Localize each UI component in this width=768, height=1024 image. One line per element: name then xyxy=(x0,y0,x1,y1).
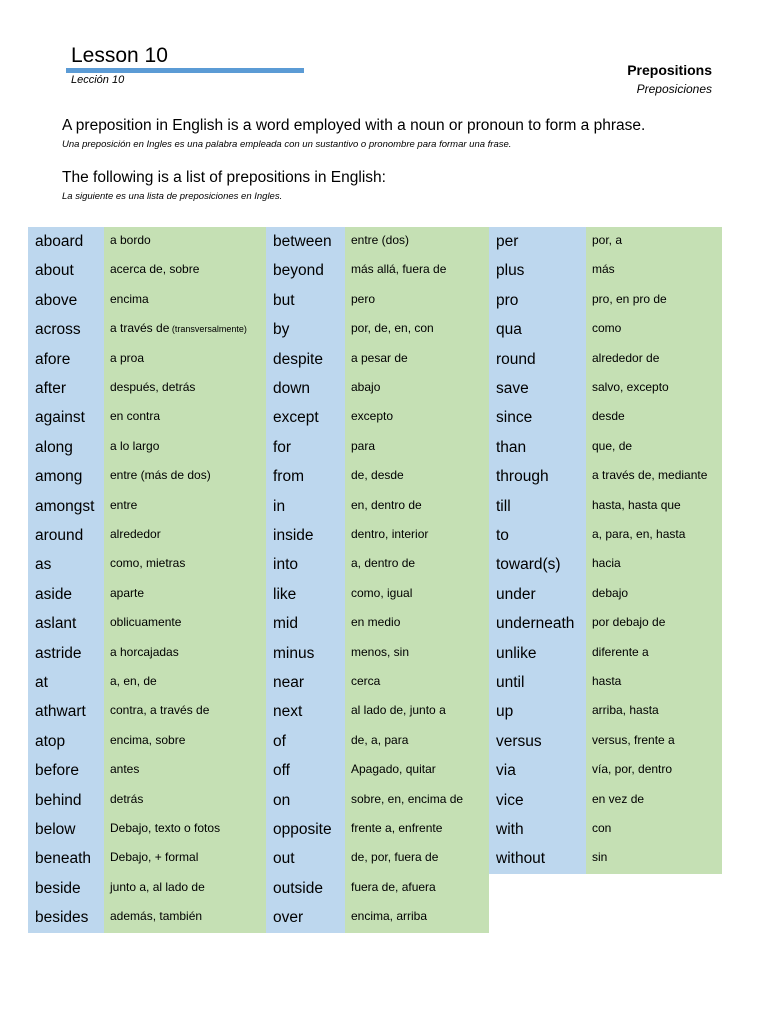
translation-text: como xyxy=(592,321,622,336)
translation-text: entre (más de dos) xyxy=(110,468,211,483)
preposition-english: except xyxy=(266,403,345,432)
translation-text: encima xyxy=(110,291,149,306)
preposition-english: versus xyxy=(489,727,586,756)
translation-text: abajo xyxy=(351,380,381,394)
preposition-english: despite xyxy=(266,345,345,374)
preposition-english: pro xyxy=(489,286,586,315)
translation-text: Debajo, + formal xyxy=(110,850,199,865)
preposition-english: against xyxy=(28,403,104,432)
preposition-spanish xyxy=(104,903,266,932)
preposition-english: before xyxy=(28,756,104,785)
preposition-english: from xyxy=(266,462,345,491)
translation-text: desde xyxy=(592,409,625,424)
preposition-english: aslant xyxy=(28,609,104,638)
preposition-spanish xyxy=(345,815,489,844)
translation-text: en vez de xyxy=(592,791,645,806)
preposition-spanish xyxy=(586,403,722,432)
translation-text: a, dentro de xyxy=(351,556,416,571)
preposition-spanish xyxy=(104,403,266,432)
preposition-spanish xyxy=(345,580,489,609)
translation-text: como, igual xyxy=(351,585,413,600)
translation-text: a lo largo xyxy=(110,438,160,453)
preposition-spanish xyxy=(586,492,722,521)
translation-text: para xyxy=(351,438,376,453)
preposition-spanish xyxy=(586,315,722,344)
translation-text: por, de, en, con xyxy=(351,321,434,336)
preposition-english: out xyxy=(266,844,345,873)
preposition-spanish xyxy=(104,639,266,668)
preposition-spanish xyxy=(586,521,722,550)
preposition-english: after xyxy=(28,374,104,403)
translation-text: debajo xyxy=(592,585,629,600)
translation-text: arriba, hasta xyxy=(592,703,659,718)
preposition-english: without xyxy=(489,844,586,873)
topic-subtitle: Preposiciones xyxy=(636,82,712,96)
preposition-english: save xyxy=(489,374,586,403)
preposition-english: beneath xyxy=(28,844,104,873)
translation-text: pro, en pro de xyxy=(592,291,667,306)
preposition-english: like xyxy=(266,580,345,609)
preposition-spanish xyxy=(345,874,489,903)
preposition-english: aboard xyxy=(28,227,104,256)
translation-text: junto a, al lado de xyxy=(110,879,205,894)
translation-text: vía, por, dentro xyxy=(592,762,673,777)
preposition-spanish xyxy=(345,521,489,550)
translation-text: en, dentro de xyxy=(351,497,422,512)
translation-text: a, en, de xyxy=(110,674,157,688)
translation-text: después, detrás xyxy=(110,380,196,394)
preposition-spanish xyxy=(345,345,489,374)
translation-text: entre (dos) xyxy=(351,233,410,247)
preposition-spanish xyxy=(104,227,266,256)
preposition-english: of xyxy=(266,727,345,756)
translation-text: además, también xyxy=(110,909,203,924)
preposition-english: next xyxy=(266,697,345,726)
preposition-spanish xyxy=(104,580,266,609)
preposition-spanish xyxy=(586,256,722,285)
preposition-english: off xyxy=(266,756,345,785)
preposition-english: toward(s) xyxy=(489,550,586,579)
translation-text: en medio xyxy=(351,615,401,630)
preposition-spanish xyxy=(586,433,722,462)
preposition-spanish xyxy=(345,639,489,668)
preposition-spanish xyxy=(586,345,722,374)
translation-text: frente a, enfrente xyxy=(351,821,443,835)
preposition-spanish xyxy=(345,433,489,462)
translation-text: diferente a xyxy=(592,644,649,659)
preposition-spanish xyxy=(345,903,489,932)
preposition-spanish xyxy=(586,462,722,491)
preposition-english: since xyxy=(489,403,586,432)
translation-text: que, de xyxy=(592,438,633,453)
preposition-english: to xyxy=(489,521,586,550)
preposition-english: inside xyxy=(266,521,345,550)
preposition-spanish xyxy=(345,609,489,638)
translation-text: al lado de, junto a xyxy=(351,703,446,718)
preposition-english: plus xyxy=(489,256,586,285)
preposition-english: vice xyxy=(489,786,586,815)
preposition-english: qua xyxy=(489,315,586,344)
preposition-spanish xyxy=(586,668,722,697)
translation-text: fuera de, afuera xyxy=(351,879,436,894)
preposition-spanish xyxy=(104,462,266,491)
preposition-english: but xyxy=(266,286,345,315)
lesson-title: Lesson 10 xyxy=(71,44,168,67)
translation-text: versus, frente a xyxy=(592,732,675,747)
preposition-english: outside xyxy=(266,874,345,903)
preposition-english: athwart xyxy=(28,697,104,726)
translation-text: de, desde xyxy=(351,468,404,483)
preposition-spanish xyxy=(345,550,489,579)
preposition-spanish xyxy=(104,756,266,785)
preposition-spanish xyxy=(586,727,722,756)
preposition-spanish xyxy=(345,786,489,815)
preposition-spanish xyxy=(586,639,722,668)
preposition-english: as xyxy=(28,550,104,579)
preposition-english: per xyxy=(489,227,586,256)
translation-text: contra, a través de xyxy=(110,703,210,718)
list-intro-text: The following is a list of prepositions in English: xyxy=(62,169,386,186)
preposition-english: on xyxy=(266,786,345,815)
preposition-english: underneath xyxy=(489,609,586,638)
preposition-spanish xyxy=(586,227,722,256)
preposition-english: above xyxy=(28,286,104,315)
preposition-english: till xyxy=(489,492,586,521)
preposition-spanish xyxy=(345,315,489,344)
preposition-spanish xyxy=(586,786,722,815)
preposition-spanish xyxy=(345,256,489,285)
preposition-english: beside xyxy=(28,874,104,903)
preposition-english: afore xyxy=(28,345,104,374)
preposition-spanish xyxy=(104,433,266,462)
translation-text: excepto xyxy=(351,409,394,424)
preposition-english: via xyxy=(489,756,586,785)
preposition-english: unlike xyxy=(489,639,586,668)
translation-text: de, por, fuera de xyxy=(351,850,439,865)
preposition-english: through xyxy=(489,462,586,491)
preposition-english: over xyxy=(266,903,345,932)
topic-title: Prepositions xyxy=(627,62,712,78)
preposition-spanish xyxy=(104,727,266,756)
lesson-subtitle: Lección 10 xyxy=(71,74,125,86)
preposition-spanish xyxy=(586,580,722,609)
preposition-english: below xyxy=(28,815,104,844)
preposition-spanish xyxy=(586,697,722,726)
translation-text: sin xyxy=(592,850,608,865)
translation-text: a horcajadas xyxy=(110,644,179,659)
preposition-spanish xyxy=(104,815,266,844)
translation-text: a proa xyxy=(110,350,145,365)
preposition-english: around xyxy=(28,521,104,550)
preposition-spanish xyxy=(104,786,266,815)
preposition-spanish xyxy=(104,374,266,403)
preposition-english: under xyxy=(489,580,586,609)
preposition-english: round xyxy=(489,345,586,374)
translation-text: alrededor xyxy=(110,527,161,541)
preposition-spanish xyxy=(345,403,489,432)
translation-text: detrás xyxy=(110,791,144,806)
preposition-english: by xyxy=(266,315,345,344)
preposition-spanish xyxy=(345,227,489,256)
translation-text: menos, sin xyxy=(351,644,410,659)
preposition-english: across xyxy=(28,315,104,344)
preposition-english: besides xyxy=(28,903,104,932)
translation-text: antes xyxy=(110,762,140,777)
preposition-english: minus xyxy=(266,639,345,668)
preposition-english: among xyxy=(28,462,104,491)
translation-text: con xyxy=(592,821,612,835)
preposition-spanish xyxy=(104,609,266,638)
preposition-spanish xyxy=(104,874,266,903)
translation-text: entre xyxy=(110,497,138,512)
translation-text: pero xyxy=(351,291,376,306)
preposition-spanish xyxy=(345,668,489,697)
preposition-english: between xyxy=(266,227,345,256)
preposition-spanish xyxy=(345,492,489,521)
preposition-english: down xyxy=(266,374,345,403)
preposition-spanish xyxy=(104,315,266,344)
preposition-english: up xyxy=(489,697,586,726)
preposition-english: at xyxy=(28,668,104,697)
preposition-english: opposite xyxy=(266,815,345,844)
preposition-spanish xyxy=(104,492,266,521)
translation-text: salvo, excepto xyxy=(592,380,669,394)
translation-text: cerca xyxy=(351,674,381,688)
translation-text: a través de, mediante xyxy=(592,468,708,483)
preposition-spanish xyxy=(104,286,266,315)
preposition-english: aside xyxy=(28,580,104,609)
preposition-english: amongst xyxy=(28,492,104,521)
preposition-english: atop xyxy=(28,727,104,756)
preposition-spanish xyxy=(586,756,722,785)
translation-text: encima, sobre xyxy=(110,732,186,747)
preposition-spanish xyxy=(104,256,266,285)
translation-text: oblicuamente xyxy=(110,615,182,630)
preposition-spanish xyxy=(345,286,489,315)
preposition-spanish xyxy=(586,815,722,844)
preposition-spanish xyxy=(586,374,722,403)
translation-text: de, a, para xyxy=(351,732,409,747)
translation-text: Apagado, quitar xyxy=(351,762,436,777)
preposition-spanish xyxy=(104,697,266,726)
translation-text: sobre, en, encima de xyxy=(351,791,464,806)
preposition-english: until xyxy=(489,668,586,697)
preposition-english: in xyxy=(266,492,345,521)
preposition-spanish xyxy=(586,609,722,638)
translation-text: más xyxy=(592,262,615,277)
definition-text: A preposition in English is a word employed with a noun or pronoun to form a phrase. xyxy=(62,117,646,134)
translation-note: (transversalmente) xyxy=(169,324,247,335)
translation-text: a través de xyxy=(110,321,170,336)
preposition-english: into xyxy=(266,550,345,579)
translation-text: en contra xyxy=(110,409,161,424)
translation-text: por debajo de xyxy=(592,615,666,630)
definition-text-es: Una preposición en Ingles es una palabra empleada con un sustantivo o pronombre para formar una frase. xyxy=(62,139,512,150)
preposition-english: with xyxy=(489,815,586,844)
preposition-english: mid xyxy=(266,609,345,638)
preposition-english: for xyxy=(266,433,345,462)
preposition-english: behind xyxy=(28,786,104,815)
preposition-spanish xyxy=(104,550,266,579)
translation-text: hacia xyxy=(592,556,621,571)
translation-text: hasta, hasta que xyxy=(592,497,681,512)
preposition-english: about xyxy=(28,256,104,285)
translation-text: encima, arriba xyxy=(351,909,428,924)
translation-text: a bordo xyxy=(110,233,151,247)
translation-text: hasta xyxy=(592,674,622,688)
translation-text: como, mietras xyxy=(110,556,186,571)
preposition-english: along xyxy=(28,433,104,462)
preposition-spanish xyxy=(104,345,266,374)
preposition-spanish xyxy=(345,462,489,491)
preposition-english: than xyxy=(489,433,586,462)
translation-text: aparte xyxy=(110,585,145,600)
preposition-spanish xyxy=(104,668,266,697)
preposition-spanish xyxy=(586,286,722,315)
preposition-spanish xyxy=(345,374,489,403)
preposition-spanish xyxy=(345,844,489,873)
translation-text: a, para, en, hasta xyxy=(592,527,686,541)
preposition-spanish xyxy=(586,844,722,873)
preposition-english: near xyxy=(266,668,345,697)
preposition-spanish xyxy=(345,756,489,785)
translation-text: a pesar de xyxy=(351,350,408,365)
list-intro-text-es: La siguiente es una lista de preposiciones en Ingles. xyxy=(62,191,283,202)
translation-text: dentro, interior xyxy=(351,527,429,541)
preposition-spanish xyxy=(104,844,266,873)
lesson-underline xyxy=(66,68,304,73)
preposition-english: astride xyxy=(28,639,104,668)
translation-text: más allá, fuera de xyxy=(351,262,447,277)
preposition-spanish xyxy=(104,521,266,550)
translation-text: Debajo, texto o fotos xyxy=(110,821,221,835)
preposition-spanish xyxy=(586,550,722,579)
translation-text: por, a xyxy=(592,233,623,247)
translation-text: acerca de, sobre xyxy=(110,262,200,277)
preposition-spanish xyxy=(345,697,489,726)
translation-text: alrededor de xyxy=(592,350,660,365)
preposition-english: beyond xyxy=(266,256,345,285)
preposition-spanish xyxy=(345,727,489,756)
